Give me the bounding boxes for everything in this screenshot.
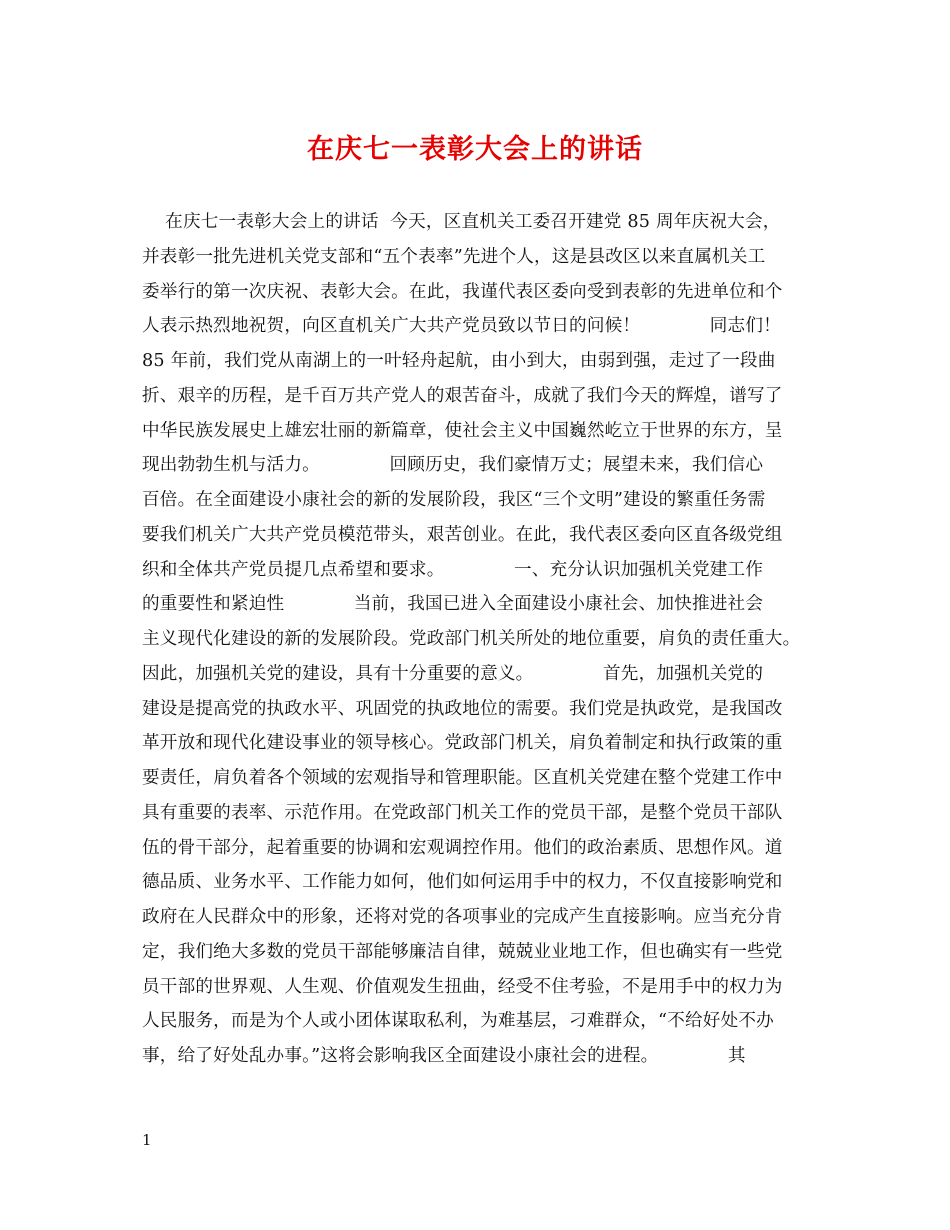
text-line: 人民服务，而是为个人或小团体谋取私利，为难基层，刁难群众，“不给好处不办: [142, 1011, 774, 1032]
text-line: 员干部的世界观、人生观、价值观发生扭曲，经受不住考验，不是用手中的权力为: [142, 976, 783, 997]
text-line: 具有重要的表率、示范作用。在党政部门机关工作的党员干部，是整个党员干部队: [142, 802, 783, 823]
page-number: 1: [142, 1131, 152, 1149]
text-line: 革开放和现代化建设事业的领导核心。党政部门机关，肩负着制定和执行政策的重: [142, 733, 783, 754]
text-line: 的重要性和紧迫性 当前，我国已进入全面建设小康社会、加快推进社会: [142, 594, 764, 615]
text-line: 并表彰一批先进机关党支部和“五个表率”先进个人，这是县改区以来直属机关工: [142, 246, 766, 267]
text-line: 织和全体共产党员提几点希望和要求。 一、充分认识加强机关党建工作: [142, 559, 764, 580]
text-line: 委举行的第一次庆祝、表彰大会。在此，我谨代表区委向受到表彰的先进单位和个: [142, 281, 783, 302]
text-line: 现出勃勃生机与活力。 回顾历史，我们豪情万丈；展望未来，我们信心: [142, 455, 764, 476]
text-line: 德品质、业务水平、工作能力如何，他们如何运用手中的权力，不仅直接影响党和: [142, 872, 783, 893]
text-line: 在庆七一表彰大会上的讲话 今天，区直机关工委召开建党 85 周年庆祝大会，: [142, 212, 781, 232]
document-title: 在庆七一表彰大会上的讲话: [307, 134, 643, 165]
text-line: 建设是提高党的执政水平、巩固党的执政地位的需要。我们党是执政党，是我国改: [142, 698, 783, 719]
text-line: 主义现代化建设的新的发展阶段。党政部门机关所处的地位重要，肩负的责任重大。: [142, 629, 801, 649]
text-line: 伍的骨干部分，起着重要的协调和宏观调控作用。他们的政治素质、思想作风。道: [142, 837, 783, 858]
text-line: 因此，加强机关党的建设，具有十分重要的意义。 首先，加强机关党的: [142, 663, 764, 684]
text-line: 人表示热烈地祝贺，向区直机关广大共产党员致以节日的问候！ 同志们！: [142, 316, 781, 337]
document-body: [142, 205, 822, 1074]
text-line: 定，我们绝大多数的党员干部能够廉洁自律，兢兢业业地工作，但也确实有一些党: [142, 941, 783, 962]
text-line: 折、艰辛的历程，是千百万共产党人的艰苦奋斗，成就了我们今天的辉煌，谱写了: [142, 385, 783, 406]
text-line: 要责任，肩负着各个领域的宏观指导和管理职能。区直机关党建在整个党建工作中: [142, 768, 783, 788]
text-line: 事，给了好处乱办事。”这将会影响我区全面建设小康社会的进程。 其: [142, 1046, 746, 1066]
text-line: 要我们机关广大共产党员模范带头，艰苦创业。在此，我代表区委向区直各级党组: [142, 524, 783, 545]
text-line: 百倍。在全面建设小康社会的新的发展阶段，我区“三个文明”建设的繁重任务需: [142, 490, 766, 510]
text-line: 中华民族发展史上雄宏壮丽的新篇章，使社会主义中国巍然屹立于世界的东方，呈: [142, 420, 783, 441]
text-line: 政府在人民群众中的形象，还将对党的各项事业的完成产生直接影响。应当充分肯: [142, 907, 783, 927]
text-line: 85 年前，我们党从南湖上的一叶轻舟起航，由小到大，由弱到强，走过了一段曲: [142, 351, 776, 371]
